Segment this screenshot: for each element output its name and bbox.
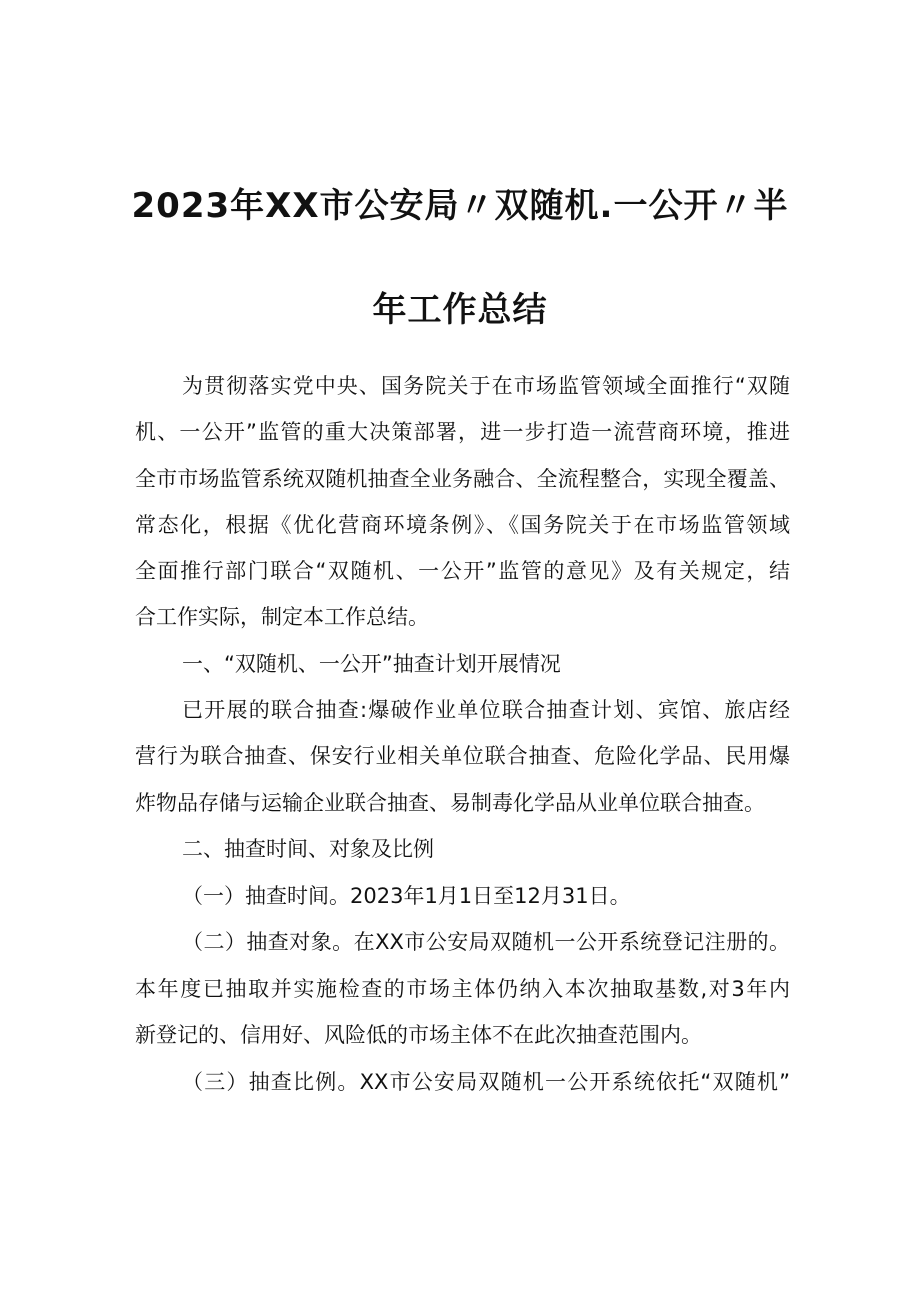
- document-title-line-2: 年工作总结: [372, 290, 548, 330]
- paragraph-2-line-3: 炸物品存储与运输企业联合抽查、易制毒化学品从业单位联合抽查。: [135, 791, 765, 815]
- item-2-line-2: 本年度已抽取并实施检查的市场主体仍纳入本次抽取基数,对3年内: [135, 977, 790, 1001]
- item-3-line-1: （三）抽查比例。XX市公安局双随机一公开系统依托“双随机”: [182, 1070, 790, 1094]
- document-title-line-1: 2023年XX市公安局〃双随机.一公开〃半: [131, 186, 789, 226]
- paragraph-1-line-3: 全市市场监管系统双随机抽查全业务融合、全流程整合，实现全覆盖、: [135, 467, 790, 491]
- paragraph-1-line-6: 合工作实际，制定本工作总结。: [135, 605, 429, 629]
- paragraph-1-line-4: 常态化，根据《优化营商环境条例》、《国务院关于在市场监管领域: [135, 513, 790, 537]
- paragraph-1-line-1: 为贯彻落实党中央、国务院关于在市场监管领域全面推行“双随: [182, 374, 790, 398]
- item-2-line-3: 新登记的、信用好、风险低的市场主体不在此次抽查范围内。: [135, 1023, 702, 1047]
- section-heading-2: 二、抽查时间、对象及比例: [182, 837, 434, 861]
- paragraph-2-line-1: 已开展的联合抽查:爆破作业单位联合抽查计划、宾馆、旅店经: [182, 698, 790, 722]
- paragraph-1-line-5: 全面推行部门联合“双随机、一公开”监管的意见》及有关规定，结: [135, 559, 790, 583]
- section-heading-1: 一、“双随机、一公开”抽查计划开展情况: [182, 652, 561, 676]
- item-2-line-1: （二）抽查对象。在XX市公安局双随机一公开系统登记注册的。: [182, 930, 790, 954]
- paragraph-1-line-2: 机、一公开”监管的重大决策部署，进一步打造一流营商环境，推进: [135, 420, 790, 444]
- paragraph-2-line-2: 营行为联合抽查、保安行业相关单位联合抽查、危险化学品、民用爆: [135, 744, 790, 768]
- item-1-line-1: （一）抽查时间。2023年1月1日至12月31日。: [182, 884, 631, 908]
